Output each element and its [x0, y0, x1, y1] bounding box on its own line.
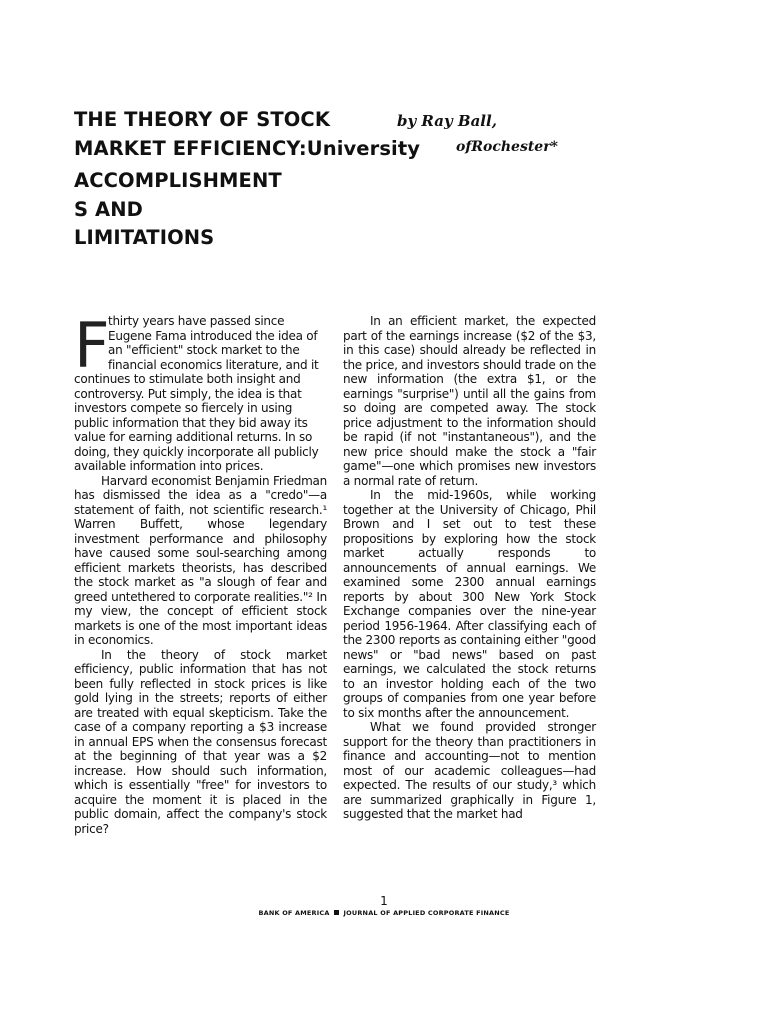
right-column — [343, 314, 596, 822]
title-line: S AND — [74, 197, 143, 221]
title-line: THE THEORY OF STOCK — [74, 108, 331, 131]
paragraph: Harvard economist Benjamin Friedman has dismissed the idea as a "credo"—a statement of faith, not scientific research.¹ Warren Buffett, whose legendary investment performance and philosophy have caused some soul-searching among efficient markets theorists, has described the stock market as "a slough of fear and greed untethered to corporate realities."² In my view, the concept of efficient stock markets is one of the most important ideas in economics. — [74, 473, 327, 647]
author-byline: by Ray Ball, — [397, 112, 497, 130]
footer-publisher: BANK OF AMERICA — [258, 909, 330, 917]
paragraph: In an efficient market, the expected part of the earnings increase ($2 of the $3, in this case) should already be reflected in the price, and investors should trade on the new information (the extra $1, or the earnings "surprise") until all the gains from so doing are competed away. The stock price adjustment to the information should be rapid (if not "instantaneous"), and the new price should make the stock a "fair game"—one which promises new investors a normal rate of return. — [343, 314, 596, 488]
footer-journal-name: JOURNAL OF APPLIED CORPORATE FINANCE — [343, 909, 510, 917]
paragraph: In the theory of stock market efficiency, public information that has not been fully reflected in stock prices is like gold lying in the streets; reports of either are treated with equal skepticism. Take the case of a company reporting a $3 increase in annual EPS when the consensus forecast at the beginning of that year was a $2 increase. How should such information, which is essentially "free" for investors to acquire the moment it is placed in the public domain, affect the company's stock price? — [74, 647, 327, 836]
page-number: 1 — [380, 894, 388, 908]
title-line: LIMITATIONS — [74, 226, 215, 249]
paragraph: thirty years have passed since Eugene Fama introduced the idea of an "efficient" stock market to the financial economics literature, and it continues to stimulate both insight and controversy. Put simply, the idea is that investors compete so fiercely in using public information that they bid away its value for earning additional returns. In so doing, they quickly incorporate all publicly available information into prices. — [74, 314, 319, 473]
paragraph: In the mid-1960s, while working together at the University of Chicago, Phil Brown and I set out to test these propositions by exploring how the stock market actually responds to announcements of annual earnings. We examined some 2300 annual earnings reports by about 300 New York Stock Exchange companies over the nine-year period 1956-1964. After classifying each of the 2300 reports as containing either "good news" or "bad news" based on past earnings, we calculated the stock returns to an investor holding each of the two groups of companies from one year before to six months after the announcement. — [343, 488, 596, 720]
author-affiliation: ofRochester* — [456, 139, 558, 155]
left-column — [74, 309, 327, 836]
title-line: MARKET EFFICIENCY:University — [74, 136, 421, 160]
square-separator-icon — [334, 910, 339, 915]
drop-cap: F — [74, 309, 110, 382]
paragraph: What we found provided stronger support for the theory than practitioners in finance and accounting—not to mention most of our academic colleagues—had expected. The results of our study,³ which are summarized graphically in Figure 1, suggested that the market had — [343, 720, 596, 821]
footer-journal-line — [0, 909, 768, 917]
title-line: ACCOMPLISHMENT — [74, 169, 282, 192]
